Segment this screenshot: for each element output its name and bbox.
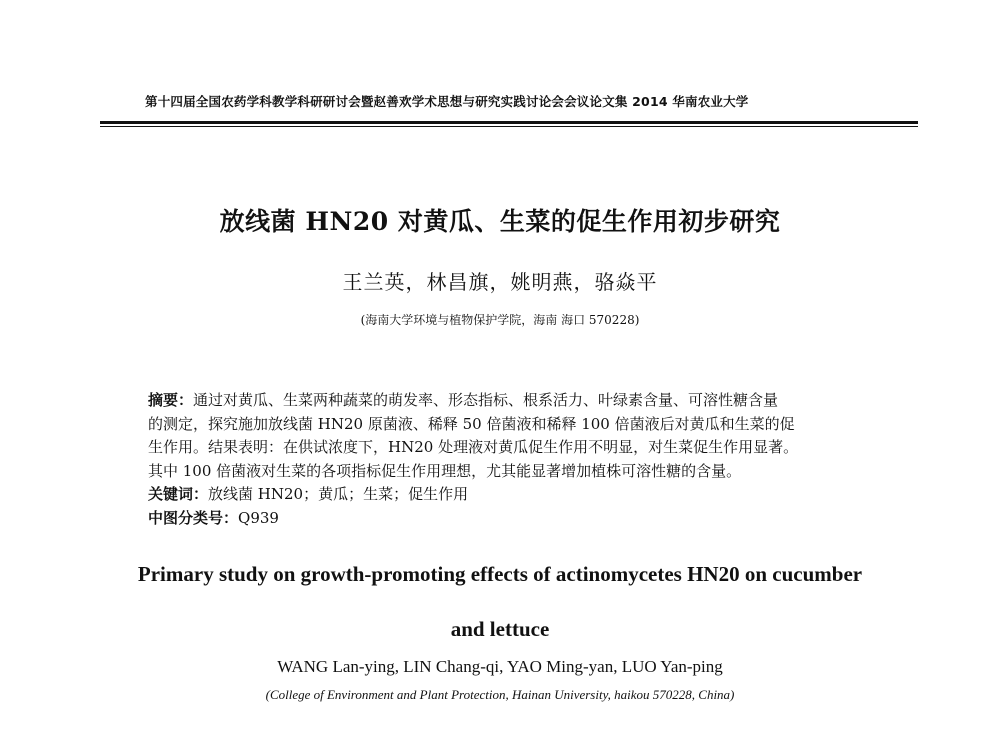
header-rule-thick [100, 121, 918, 124]
abstract-line-3: 生作用。结果表明：在供试浓度下，HN20 处理液对黄瓜促生作用不明显，对生菜促生作用显著。 [148, 438, 799, 456]
abstract-line-4: 其中 100 倍菌液对生菜的各项指标促生作用理想，尤其能显著增加植株可溶性糖的含量。 [148, 461, 742, 480]
abstract-block [148, 389, 888, 530]
keywords-label: 关键词： [148, 485, 209, 503]
clc-line [148, 507, 888, 531]
english-title-line-1: Primary study on growth-promoting effects of actinomycetes HN20 on cucumber [137, 562, 863, 586]
english-title-line-2: and lettuce [450, 617, 550, 641]
abstract-text-1: 通过对黄瓜、生菜两种蔬菜的萌发率、形态指标、根系活力、叶绿素含量、可溶性糖含量 [193, 391, 779, 409]
chinese-title: 放线菌 HN20 对黄瓜、生菜的促生作用初步研究 [219, 207, 781, 236]
running-header: 第十四届全国农药学科教学科研研讨会暨赵善欢学术思想与研究实践讨论会会议论文集 2014 华南农业大学 [145, 94, 749, 109]
abstract-line-2: 的测定，探究施加放线菌 HN20 原菌液、稀释 50 倍菌液和稀释 100 倍菌液后对黄瓜和生菜的促 [148, 414, 795, 433]
header-rule-thin [100, 126, 918, 127]
english-affiliation: (College of Environment and Plant Protection, Hainan University, haikou 570228, China) [265, 687, 735, 702]
keywords-line [148, 483, 888, 507]
clc-label: 中图分类号： [148, 508, 239, 527]
clc-text: Q939 [238, 508, 279, 527]
english-authors: WANG Lan-ying, LIN Chang-qi, YAO Ming-yan, LUO Yan-ping [277, 657, 723, 676]
keywords-text: 放线菌 HN20；黄瓜；生菜；促生作用 [208, 485, 469, 503]
abstract-label: 摘要： [148, 391, 194, 409]
chinese-affiliation: (海南大学环境与植物保护学院，海南 海口 570228) [360, 313, 640, 327]
chinese-authors: 王兰英，林昌旗，姚明燕，骆焱平 [342, 270, 658, 294]
abstract-line-1 [148, 389, 888, 413]
